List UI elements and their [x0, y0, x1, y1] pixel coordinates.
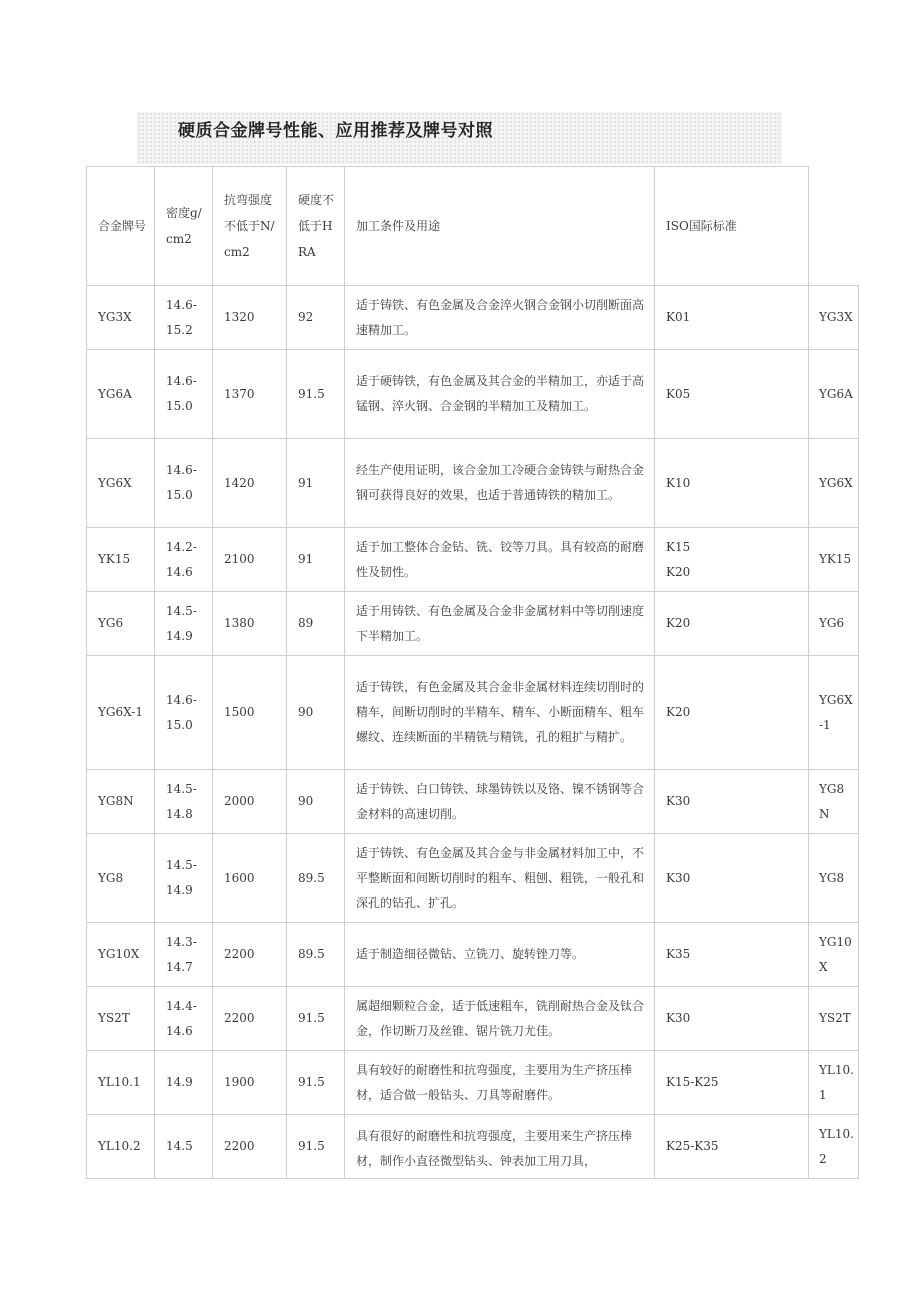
header-iso: ISO国际标准 [655, 167, 809, 286]
strength-cell: 2200 [213, 923, 287, 987]
usage-cell: 具有较好的耐磨性和抗弯强度，主要用为生产挤压棒材，适合做一般钻头、刀具等耐磨件。 [345, 1051, 655, 1115]
iso-cell [655, 528, 809, 592]
strength-cell: 1420 [213, 439, 287, 528]
iso-cell [655, 592, 809, 656]
iso-code: K01 [666, 310, 691, 324]
density-cell: 14.6-15.0 [155, 439, 213, 528]
table-row [87, 1051, 859, 1115]
iso-code: K20 [666, 616, 691, 630]
iso-cell [655, 1051, 809, 1115]
density-cell: 14.9 [155, 1051, 213, 1115]
header-usage: 加工条件及用途 [345, 167, 655, 286]
table-row [87, 834, 859, 923]
page-title: 硬质合金牌号性能、应用推荐及牌号对照 [178, 121, 493, 141]
table-row [87, 286, 859, 350]
usage-cell: 适于铸铁、有色金属及合金淬火钢合金钢小切削断面高速精加工。 [345, 286, 655, 350]
hardness-cell: 89 [287, 592, 345, 656]
usage-cell: 经生产使用证明，该合金加工冷硬合金铸铁与耐热合金钢可获得良好的效果，也适于普通铸铁的精加工。 [345, 439, 655, 528]
density-cell: 14.4-14.6 [155, 987, 213, 1051]
header-blank-cell [809, 167, 859, 286]
grade-cell: YG6X-1 [87, 656, 155, 770]
grade-reference-cell: YG8 [809, 834, 859, 923]
strength-cell: 1320 [213, 286, 287, 350]
usage-cell: 适于加工整体合金钻、铣、铰等刀具。具有较高的耐磨性及韧性。 [345, 528, 655, 592]
iso-code: K15-K25 [666, 1075, 719, 1089]
header-strength: 抗弯强度不低于N/cm2 [213, 167, 287, 286]
iso-cell [655, 834, 809, 923]
iso-cell [655, 1115, 809, 1179]
table-row [87, 350, 859, 439]
table-row [87, 1115, 859, 1179]
grade-cell: YG8 [87, 834, 155, 923]
iso-code: K10 [666, 475, 691, 490]
usage-cell: 适于制造细径微钻、立铣刀、旋转锉刀等。 [345, 923, 655, 987]
density-cell: 14.6-15.0 [155, 350, 213, 439]
grade-cell: YG8N [87, 770, 155, 834]
table-row [87, 528, 859, 592]
iso-code: K05 [666, 386, 691, 401]
usage-cell: 适于铸铁，有色金属及其合金非金属材料连续切削时的精车，间断切削时的半精车、精车、小断面精车、粗车螺纹、连续断面的半精铣与精铣，孔的粗扩与精扩。 [345, 656, 655, 770]
strength-cell: 1600 [213, 834, 287, 923]
iso-code: K30 [666, 794, 691, 808]
iso-code: K35 [666, 947, 691, 961]
table-row [87, 656, 859, 770]
density-cell: 14.6-15.2 [155, 286, 213, 350]
grade-reference-cell: YK15 [809, 528, 859, 592]
iso-code: K20 [666, 705, 691, 719]
grade-cell: YG6 [87, 592, 155, 656]
grade-cell: YG6X [87, 439, 155, 528]
iso-cell [655, 439, 809, 528]
header-hardness: 硬度不低于HRA [287, 167, 345, 286]
strength-cell: 1380 [213, 592, 287, 656]
grade-reference-cell: YG6X [809, 439, 859, 528]
density-cell: 14.5 [155, 1115, 213, 1179]
iso-cell [655, 350, 809, 439]
grade-reference-cell: YG3X [809, 286, 859, 350]
density-cell: 14.2-14.6 [155, 528, 213, 592]
hardness-cell: 91.5 [287, 350, 345, 439]
header-grade: 合金牌号 [87, 167, 155, 286]
iso-cell [655, 923, 809, 987]
table-row [87, 770, 859, 834]
usage-cell: 适于铸铁、有色金属及其合金与非金属材料加工中，不平整断面和间断切削时的粗车、粗刨、粗铣，一般孔和深孔的钻孔、扩孔。 [345, 834, 655, 923]
carbide-grade-table [86, 166, 859, 1179]
strength-cell: 1900 [213, 1051, 287, 1115]
iso-cell [655, 987, 809, 1051]
density-cell: 14.5-14.9 [155, 592, 213, 656]
density-cell: 14.5-14.9 [155, 834, 213, 923]
strength-cell: 2200 [213, 1115, 287, 1179]
grade-reference-cell: YL10.1 [809, 1051, 859, 1115]
hardness-cell: 90 [287, 770, 345, 834]
grade-reference-cell: YG6X-1 [809, 656, 859, 770]
hardness-cell: 90 [287, 656, 345, 770]
hardness-cell: 91.5 [287, 987, 345, 1051]
iso-code: K30 [666, 870, 691, 885]
hardness-cell: 92 [287, 286, 345, 350]
hardness-cell: 89.5 [287, 923, 345, 987]
grade-reference-cell: YG6 [809, 592, 859, 656]
grade-reference-cell: YS2T [809, 987, 859, 1051]
usage-cell: 适于铸铁、白口铸铁、球墨铸铁以及铬、镍不锈钢等合金材料的高速切削。 [345, 770, 655, 834]
hardness-cell: 89.5 [287, 834, 345, 923]
density-cell: 14.5-14.8 [155, 770, 213, 834]
iso-code: K15 [666, 539, 691, 554]
table-row [87, 592, 859, 656]
grade-reference-cell: YG8N [809, 770, 859, 834]
table-header-row [87, 167, 859, 286]
usage-cell: 适于硬铸铁，有色金属及其合金的半精加工，亦适于高锰钢、淬火钢、合金钢的半精加工及精加工。 [345, 350, 655, 439]
grade-cell: YL10.1 [87, 1051, 155, 1115]
iso-code: K25-K35 [666, 1139, 719, 1153]
strength-cell: 1370 [213, 350, 287, 439]
strength-cell: 1500 [213, 656, 287, 770]
hardness-cell: 91.5 [287, 1051, 345, 1115]
hardness-cell: 91 [287, 439, 345, 528]
strength-cell: 2000 [213, 770, 287, 834]
iso-cell [655, 656, 809, 770]
hardness-cell: 91.5 [287, 1115, 345, 1179]
table-row [87, 987, 859, 1051]
grade-cell: YS2T [87, 987, 155, 1051]
grade-reference-cell: YL10.2 [809, 1115, 859, 1179]
iso-cell [655, 770, 809, 834]
grade-cell: YG3X [87, 286, 155, 350]
iso-code: K20 [666, 564, 691, 579]
header-density: 密度g/cm2 [155, 167, 213, 286]
table-row [87, 923, 859, 987]
usage-cell: 属超细颗粒合金，适于低速粗车，铣削耐热合金及钛合金，作切断刀及丝锥、锯片铣刀尤佳。 [345, 987, 655, 1051]
grade-reference-cell: YG6A [809, 350, 859, 439]
iso-code: K30 [666, 1011, 691, 1025]
usage-cell: 具有很好的耐磨性和抗弯强度，主要用来生产挤压棒材，制作小直径微型钻头、钟表加工用刀具， [345, 1115, 655, 1179]
grade-cell: YK15 [87, 528, 155, 592]
table-row [87, 439, 859, 528]
density-cell: 14.3-14.7 [155, 923, 213, 987]
grade-cell: YL10.2 [87, 1115, 155, 1179]
density-cell: 14.6-15.0 [155, 656, 213, 770]
grade-cell: YG10X [87, 923, 155, 987]
iso-cell [655, 286, 809, 350]
strength-cell: 2200 [213, 987, 287, 1051]
usage-cell: 适于用铸铁、有色金属及合金非金属材料中等切削速度下半精加工。 [345, 592, 655, 656]
hardness-cell: 91 [287, 528, 345, 592]
grade-cell: YG6A [87, 350, 155, 439]
strength-cell: 2100 [213, 528, 287, 592]
grade-reference-cell: YG10X [809, 923, 859, 987]
